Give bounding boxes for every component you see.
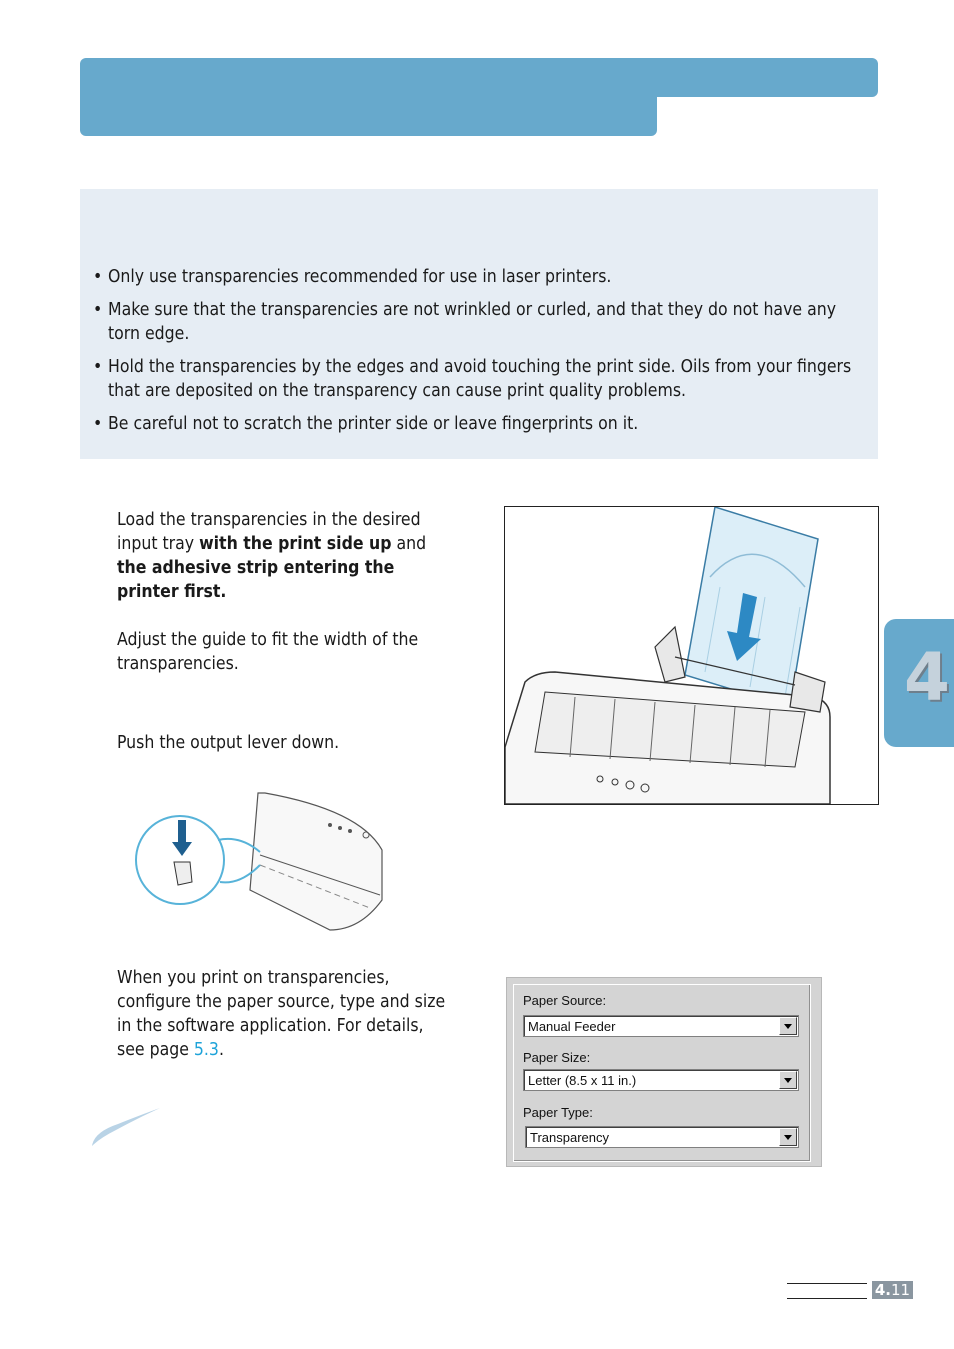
chevron-down-icon[interactable] xyxy=(779,1071,797,1089)
paper-source-label: Paper Source: xyxy=(523,993,607,1008)
guidelines-list xyxy=(93,265,863,445)
paper-type-label: Paper Type: xyxy=(523,1105,593,1120)
list-item: • Make sure that the transparencies are not wrinkled or curled, and that they do not have any torn edge. xyxy=(93,300,837,344)
paper-size-label: Paper Size: xyxy=(523,1050,591,1065)
step-1-text: Load the transparencies in the desired input tray with the print side up and the adhesive strip entering the printer first. xyxy=(117,510,427,602)
step-2-text: Adjust the guide to fit the width of the transparencies. xyxy=(117,630,419,674)
paper-source-value: Manual Feeder xyxy=(528,1019,616,1034)
page-number: 4.11 xyxy=(872,1281,913,1299)
printer-load-illustration xyxy=(504,506,879,805)
paper-source-select[interactable] xyxy=(523,1015,799,1037)
page-link[interactable]: 5.3 xyxy=(193,1040,219,1060)
paper-type-value: Transparency xyxy=(530,1130,609,1145)
guidelines-box xyxy=(80,189,878,459)
chevron-down-icon[interactable] xyxy=(779,1128,797,1146)
bullet: • xyxy=(93,300,103,320)
step-3-text: Push the output lever down. xyxy=(117,733,340,753)
paper-size-select[interactable] xyxy=(523,1069,799,1091)
step-4-text: When you print on transparencies, configure the paper source, type and size in the software application. For details, see page 5.3. xyxy=(117,968,446,1060)
printer-image xyxy=(505,507,878,804)
page-number-rule xyxy=(787,1283,867,1284)
chevron-down-icon[interactable] xyxy=(779,1017,797,1035)
paper-size-value: Letter (8.5 x 11 in.) xyxy=(528,1073,637,1088)
note-icon xyxy=(88,1102,168,1152)
bullet: • xyxy=(93,414,103,434)
list-item: • Hold the transparencies by the edges and avoid touching the print side. Oils from your fingers that are deposited on the transparency can cause print quality problems. xyxy=(93,357,852,401)
list-item: • Be careful not to scratch the printer side or leave fingerprints on it. xyxy=(93,414,639,434)
page-number-rule xyxy=(787,1298,867,1299)
list-item: • Only use transparencies recommended for use in laser printers. xyxy=(93,267,612,287)
bullet: • xyxy=(93,267,103,287)
output-lever-illustration xyxy=(130,790,390,940)
chapter-tab xyxy=(884,619,954,747)
chapter-number: 4 xyxy=(904,639,950,716)
bullet: • xyxy=(93,357,103,377)
paper-settings-dialog xyxy=(506,977,822,1167)
output-lever-image xyxy=(130,790,390,940)
header-banner-tab xyxy=(80,80,657,136)
paper-type-select[interactable] xyxy=(525,1126,799,1148)
